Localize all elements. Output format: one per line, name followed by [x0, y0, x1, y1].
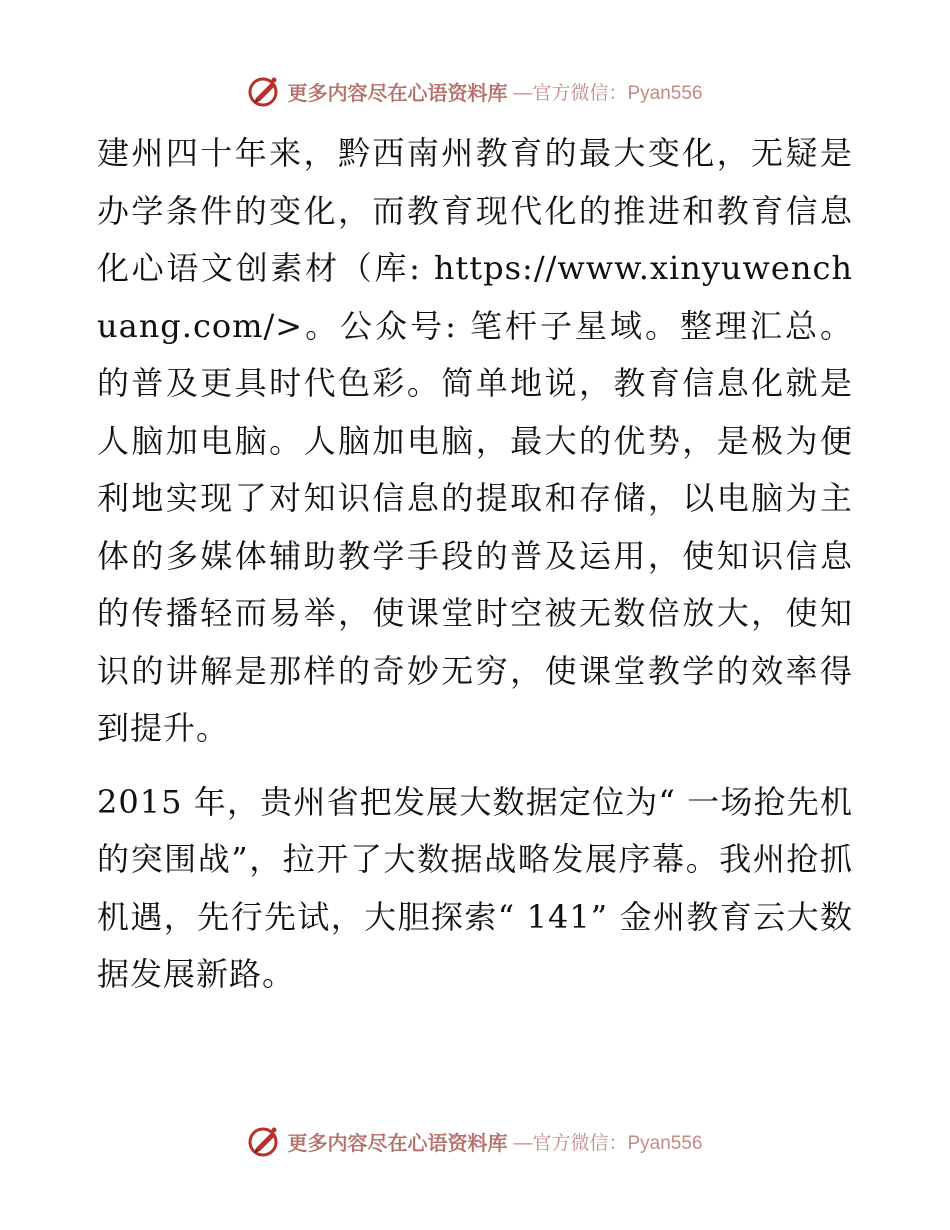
paragraph-1: 建州四十年来，黔西南州教育的最大变化，无疑是办学条件的变化，而教育现代化的推进和教育信息化心语文创素材（库: https://www.xinyuwenchuang.com/>。公众号: 笔杆子星域。整理汇总。的普及更具时代色彩。简单地说，教育信息化就是人脑加电脑。人脑加电脑，最大的优势，是极为便利地实现了对知识信息的提取和存储，以电脑为主体的多媒体辅助教学手段的普及运用，使知识信息的传播轻而易举，使课堂时空被无数倍放大，使知识的讲解是那样的奇妙无穷，使课堂教学的效率得到提升。: [97, 134, 853, 747]
banner-brand-text: 更多内容尽在心语资料库: [287, 80, 508, 105]
header-banner: [0, 71, 950, 111]
pen-logo-icon: [247, 1124, 281, 1158]
pen-logo-icon: [247, 74, 281, 108]
footer-banner: [0, 1121, 950, 1161]
banner-contact-text: —官方微信：Pyan556: [513, 1132, 703, 1154]
paragraph-2: 2015 年，贵州省把发展大数据定位为“ 一场抢先机的突围战”，拉开了大数据战略发展序幕。我州抢抓机遇，先行先试，大胆探索“ 141” 金州教育云大数据发展新路。: [97, 782, 853, 993]
banner-contact-text: —官方微信：Pyan556: [513, 82, 703, 104]
banner-brand-text: 更多内容尽在心语资料库: [287, 1130, 508, 1155]
document-body: [97, 125, 853, 1004]
